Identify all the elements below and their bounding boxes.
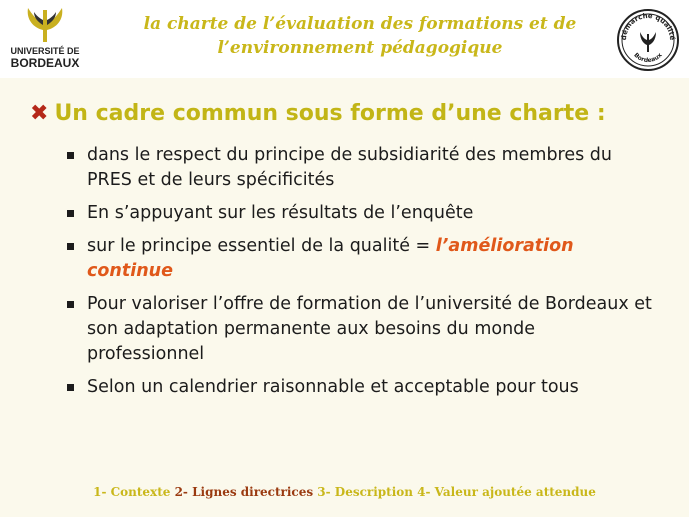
bullet-text: sur le principe essentiel de la qualité = [87,236,436,256]
bullet-text: dans le respect du principe de subsidiarité des membres du PRES et de leurs spécificités [87,145,613,190]
slide-title-line2: l’environnement pédagogique [217,38,503,58]
slide-title [110,12,610,60]
cross-marker-icon: ✖ [30,101,49,126]
slide-title-line1: la charte de l’évaluation des formations et de [143,14,577,34]
section-heading [30,101,606,126]
section-heading-text: Un cadre commun sous forme d’une charte : [54,101,606,126]
bullet-emphasis: l’amélioration continue [87,236,574,281]
bullet-item [62,201,652,226]
bullet-text: Selon un calendrier raisonnable et acceptable pour tous [87,377,579,397]
bullet-item [62,143,652,193]
footer-item-contexte: 1- Contexte [93,485,175,499]
bullet-list [62,143,652,408]
footer-navigation [0,485,689,499]
seal-top-text: démarche qualité [619,11,677,41]
footer-item-current: 2- Lignes directrices [174,485,314,499]
bullet-item [62,234,652,284]
bullet-text: En s’appuyant sur les résultats de l’enquête [87,203,474,223]
university-emblem-icon [24,6,66,44]
bullet-text: Pour valoriser l’offre de formation de l’université de Bordeaux et son adaptation permanente aux besoins du monde professionnel [87,294,652,364]
seal-bottom-text: Bordeaux [632,51,664,65]
bullet-item [62,292,652,367]
footer-item-rest: 3- Description 4- Valeur ajoutée attendue [313,485,596,499]
quality-seal-icon [616,8,680,72]
university-logo-line2: BORDEAUX [10,56,80,70]
bullet-item [62,375,652,400]
university-logo [4,6,86,72]
university-logo-line1: UNIVERSITÉ DE [10,46,80,56]
